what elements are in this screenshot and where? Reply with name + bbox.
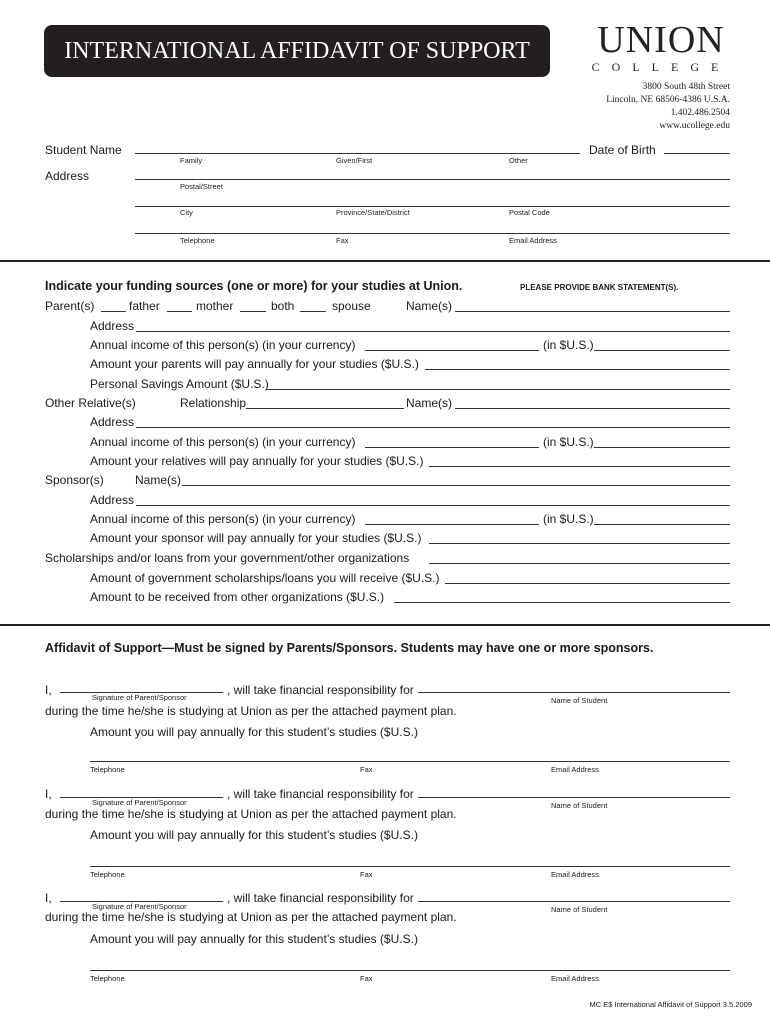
signature-sublabel: Signature of Parent/Sponsor: [92, 693, 187, 702]
email-sublabel: Email Address: [551, 870, 599, 879]
postal-street-field[interactable]: [135, 179, 730, 180]
student-name-label: Student Name: [45, 143, 122, 157]
sponsor-income-label: Annual income of this person(s) (in your currency): [90, 512, 356, 526]
address-line: 1.402.486.2504: [670, 108, 730, 118]
relatives-label: Other Relative(s): [45, 396, 136, 410]
relatives-usd-label: (in $U.S.): [543, 435, 594, 449]
dob-label: Date of Birth: [589, 143, 656, 157]
telephone-sublabel: Telephone: [90, 974, 125, 983]
sponsor-amount-label: Amount your sponsor will pay annually for your studies ($U.S.): [90, 531, 422, 545]
dob-field[interactable]: [664, 153, 730, 154]
telephone-sublabel: Telephone: [90, 870, 125, 879]
fax-sublabel: Fax: [360, 870, 373, 879]
relationship-field[interactable]: [246, 408, 404, 409]
postal-street-sublabel: Postal/Street: [180, 182, 223, 191]
father-label: father: [129, 299, 160, 313]
parents-names-label: Name(s): [406, 299, 453, 313]
sponsor-address-field[interactable]: [136, 505, 730, 506]
relatives-income-label: Annual income of this person(s) (in your currency): [90, 435, 356, 449]
section-divider: [0, 624, 770, 626]
form-code-footer: MC E$ International Affidavit of Support 3.5.2009: [589, 1000, 752, 1009]
signature-sublabel: Signature of Parent/Sponsor: [92, 902, 187, 911]
sponsor-usd-label: (in $U.S.): [543, 512, 594, 526]
spouse-label: spouse: [332, 299, 371, 313]
affidavit-section-title: Affidavit of Support—Must be signed by Parents/Sponsors. Students may have one or more sponsors.: [45, 641, 654, 655]
sponsor-usd-field[interactable]: [594, 524, 730, 525]
responsibility-text: , will take financial responsibility for: [227, 891, 414, 905]
relatives-amount-label: Amount your relatives will pay annually for your studies ($U.S.): [90, 454, 424, 468]
signature-sublabel: Signature of Parent/Sponsor: [92, 798, 187, 807]
savings-field[interactable]: [266, 389, 730, 390]
sponsor-amount-field[interactable]: [429, 543, 730, 544]
province-sublabel: Province/State/District: [336, 208, 410, 217]
sponsor-income-field[interactable]: [365, 524, 539, 525]
parents-usd-label: (in $U.S.): [543, 338, 594, 352]
gov-amount-label: Amount of government scholarships/loans you will receive ($U.S.): [90, 571, 440, 585]
student-name-field[interactable]: [418, 692, 730, 693]
parents-income-field[interactable]: [365, 350, 539, 351]
scholarships-field[interactable]: [429, 563, 730, 564]
during-text: during the time he/she is studying at Union as per the attached payment plan.: [45, 704, 457, 718]
relatives-names-field[interactable]: [455, 408, 730, 409]
parents-address-field[interactable]: [136, 331, 730, 332]
city-sublabel: City: [180, 208, 193, 217]
telephone-field[interactable]: [135, 233, 730, 234]
college-logo-text: COLLEGE: [591, 60, 731, 74]
parents-income-label: Annual income of this person(s) (in your currency): [90, 338, 356, 352]
student-name-sublabel: Name of Student: [551, 905, 608, 914]
parents-usd-field[interactable]: [594, 350, 730, 351]
sponsor-label: Sponsor(s): [45, 473, 104, 487]
form-title: INTERNATIONAL AFFIDAVIT OF SUPPORT: [44, 25, 550, 77]
fax-sublabel: Fax: [336, 236, 349, 245]
annual-amount-label: Amount you will pay annually for this student’s studies ($U.S.): [90, 932, 418, 946]
telephone-sublabel: Telephone: [180, 236, 215, 245]
responsibility-text: , will take financial responsibility for: [227, 683, 414, 697]
student-name-sublabel: Name of Student: [551, 696, 608, 705]
union-logo: UNION: [597, 19, 725, 61]
scholarships-label: Scholarships and/or loans from your government/other organizations: [45, 551, 410, 565]
parents-address-label: Address: [90, 319, 135, 333]
responsibility-text: , will take financial responsibility for: [227, 787, 414, 801]
i-label: I,: [45, 787, 52, 801]
annual-amount-label: Amount you will pay annually for this student’s studies ($U.S.): [90, 725, 418, 739]
sponsor-names-label: Name(s): [135, 473, 182, 487]
student-name-field[interactable]: [418, 901, 730, 902]
mother-checkbox[interactable]: [167, 311, 192, 312]
funding-section-title: Indicate your funding sources (one or more) for your studies at Union.: [45, 279, 463, 293]
bank-statement-note: PLEASE PROVIDE BANK STATEMENT(S).: [520, 283, 679, 292]
sponsor-address-label: Address: [90, 493, 135, 507]
postal-code-sublabel: Postal Code: [509, 208, 550, 217]
annual-amount-label: Amount you will pay annually for this student’s studies ($U.S.): [90, 828, 418, 842]
city-field[interactable]: [135, 206, 730, 207]
address-line: 3800 South 48th Street: [642, 82, 730, 92]
contact-field[interactable]: [90, 970, 730, 971]
during-text: during the time he/she is studying at Union as per the attached payment plan.: [45, 807, 457, 821]
email-sublabel: Email Address: [551, 765, 599, 774]
i-label: I,: [45, 891, 52, 905]
relatives-income-field[interactable]: [365, 447, 539, 448]
relatives-names-label: Name(s): [406, 396, 453, 410]
student-name-sublabel: Name of Student: [551, 801, 608, 810]
other-amount-field[interactable]: [394, 602, 730, 603]
fax-sublabel: Fax: [360, 765, 373, 774]
section-divider: [0, 260, 770, 262]
family-sublabel: Family: [180, 156, 203, 165]
parents-names-field[interactable]: [455, 311, 730, 312]
email-sublabel: Email Address: [509, 236, 557, 245]
student-name-field[interactable]: [418, 797, 730, 798]
address-label: Address: [45, 169, 90, 183]
fax-sublabel: Fax: [360, 974, 373, 983]
other-sublabel: Other: [509, 156, 528, 165]
i-label: I,: [45, 683, 52, 697]
other-amount-label: Amount to be received from other organizations ($U.S.): [90, 590, 385, 604]
during-text: during the time he/she is studying at Union as per the attached payment plan.: [45, 910, 457, 924]
both-label: both: [271, 299, 295, 313]
relatives-address-label: Address: [90, 415, 135, 429]
gov-amount-field[interactable]: [445, 583, 730, 584]
relationship-label: Relationship: [180, 396, 247, 410]
contact-field[interactable]: [90, 866, 730, 867]
given-sublabel: Given/First: [336, 156, 373, 165]
relatives-amount-field[interactable]: [429, 466, 730, 467]
parents-amount-label: Amount your parents will pay annually for your studies ($U.S.): [90, 357, 419, 371]
spouse-checkbox[interactable]: [300, 311, 326, 312]
address-line: www.ucollege.edu: [659, 121, 730, 131]
student-name-field[interactable]: [135, 153, 580, 154]
both-checkbox[interactable]: [240, 311, 266, 312]
mother-label: mother: [196, 299, 234, 313]
relatives-address-field[interactable]: [136, 427, 730, 428]
contact-field[interactable]: [90, 761, 730, 762]
address-line: Lincoln, NE 68506-4386 U.S.A.: [606, 95, 730, 105]
savings-label: Personal Savings Amount ($U.S.): [90, 377, 269, 391]
telephone-sublabel: Telephone: [90, 765, 125, 774]
parents-amount-field[interactable]: [425, 369, 730, 370]
parents-label: Parent(s): [45, 299, 95, 313]
relatives-usd-field[interactable]: [594, 447, 730, 448]
sponsor-names-field[interactable]: [182, 485, 730, 486]
email-sublabel: Email Address: [551, 974, 599, 983]
father-checkbox[interactable]: [101, 311, 126, 312]
